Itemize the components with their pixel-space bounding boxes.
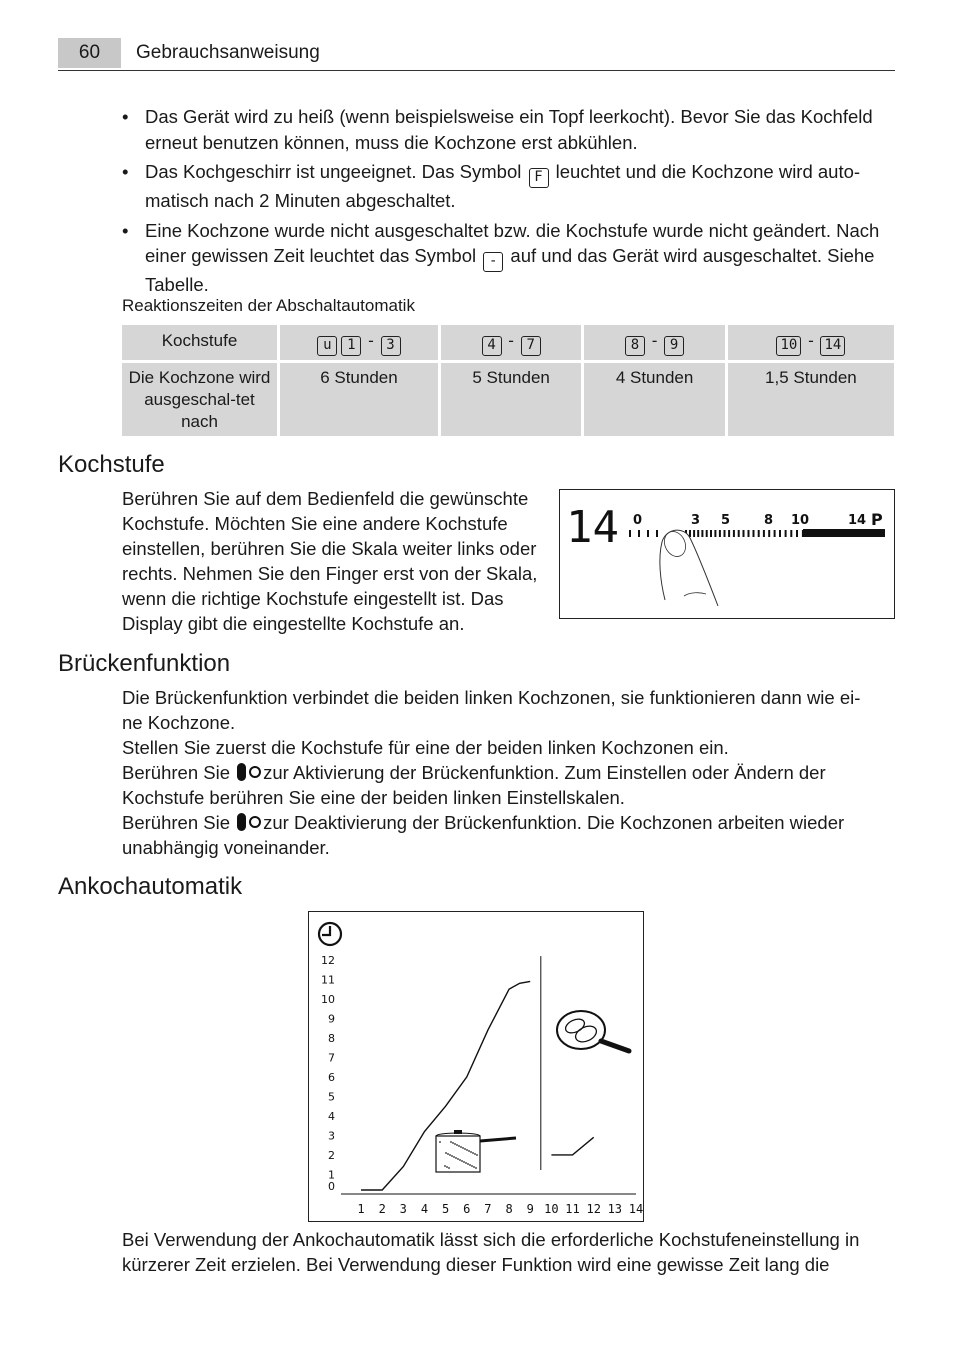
x-tick-label: 9 bbox=[526, 1202, 534, 1216]
scale-label: 10 bbox=[791, 513, 810, 528]
bubble bbox=[452, 1142, 454, 1144]
bullet-text: auf und das Gerät wird ausgeschaltet. Siehe Tabelle. bbox=[145, 245, 875, 295]
bubble bbox=[468, 1150, 470, 1152]
range-separator: - bbox=[508, 331, 514, 350]
ankoch-chart-figure bbox=[308, 911, 644, 1222]
bubble bbox=[439, 1141, 441, 1143]
kochstufe-text bbox=[122, 486, 552, 636]
bubble bbox=[449, 1154, 451, 1156]
section-heading-bruecke: Brückenfunktion bbox=[58, 650, 231, 677]
text-line: Display gibt die eingestellte Kochstufe an. bbox=[122, 613, 465, 634]
x-tick-label: 10 bbox=[544, 1202, 559, 1216]
bubble bbox=[445, 1152, 447, 1154]
table-cell: 1,5 Stunden bbox=[728, 360, 894, 436]
range-separator: - bbox=[368, 331, 374, 350]
dash-symbol-icon: - bbox=[483, 252, 503, 272]
y-tick-label: 1 bbox=[328, 1168, 335, 1182]
segment-digit: 1 bbox=[341, 336, 361, 356]
page-header-title: Gebrauchsanweisung bbox=[136, 42, 320, 63]
x-tick-label: 13 bbox=[607, 1202, 623, 1216]
y-tick-label: 6 bbox=[328, 1071, 335, 1084]
shutoff-table bbox=[119, 325, 897, 436]
list-item bbox=[122, 104, 894, 155]
bruecke-text bbox=[122, 685, 894, 860]
text-line: ne Kochzone. bbox=[122, 712, 236, 733]
text-line: Bei Verwendung der Ankochautomatik lässt sich die erforderliche Kochstufeneinstellung in bbox=[122, 1229, 860, 1250]
y-tick-label: 5 bbox=[328, 1090, 335, 1104]
bubble bbox=[462, 1147, 464, 1149]
bubble bbox=[475, 1167, 477, 1169]
text-span: zur Aktivierung der Brückenfunktion. Zum Einstellen oder Ändern der bbox=[263, 762, 826, 783]
range-separator: - bbox=[808, 331, 814, 350]
table-row bbox=[122, 325, 894, 360]
bubble bbox=[450, 1141, 452, 1143]
bubble bbox=[459, 1159, 461, 1161]
header-divider bbox=[58, 70, 895, 71]
table-cell: 5 Stunden bbox=[441, 360, 581, 436]
bubble bbox=[473, 1166, 475, 1168]
bullet-text: Das Kochgeschirr ist ungeeignet. Das Symbol bbox=[145, 161, 522, 182]
list-item bbox=[122, 218, 894, 298]
section-heading-kochstufe: Kochstufe bbox=[58, 451, 165, 478]
table-header-cell bbox=[584, 325, 724, 360]
text-line bbox=[122, 810, 894, 835]
bubble bbox=[460, 1146, 462, 1148]
scale-label: 3 bbox=[691, 513, 701, 528]
y-tick-label: 9 bbox=[328, 1012, 335, 1026]
bullet-text: Eine Kochzone wurde nicht ausgeschaltet bzw. die Kochstufe wurde nicht geändert. Nach einer gewissen Zeit leuchtet das Symbol bbox=[145, 219, 880, 266]
x-tick-label: 8 bbox=[505, 1202, 513, 1216]
y-tick-label: 10 bbox=[321, 993, 335, 1006]
bridge-icon bbox=[235, 812, 263, 832]
text-span: Berühren Sie bbox=[122, 812, 230, 833]
text-line: Kochstufe berühren Sie eine der beiden linken Einstellskalen. bbox=[122, 787, 625, 808]
table-row bbox=[122, 360, 894, 436]
bubble bbox=[458, 1145, 460, 1147]
segment-digit: 4 bbox=[482, 336, 502, 356]
bubble bbox=[455, 1157, 457, 1159]
slider-figure bbox=[559, 489, 895, 619]
x-tick-labels bbox=[357, 1202, 643, 1216]
table-cell: 6 Stunden bbox=[280, 360, 438, 436]
bubble bbox=[461, 1160, 463, 1162]
x-tick-label: 3 bbox=[399, 1202, 407, 1216]
x-tick-label: 6 bbox=[463, 1202, 471, 1216]
segment-digit: 8 bbox=[625, 336, 645, 356]
x-tick-label: 4 bbox=[420, 1202, 429, 1216]
x-tick-label: 2 bbox=[378, 1202, 386, 1216]
x-tick-label: 5 bbox=[441, 1202, 450, 1216]
y-tick-label: 3 bbox=[328, 1129, 335, 1143]
bubble bbox=[465, 1162, 467, 1164]
slider-illustration bbox=[560, 490, 894, 618]
text-line bbox=[122, 760, 894, 785]
bubble bbox=[469, 1164, 471, 1166]
scale-ticks bbox=[630, 530, 803, 537]
y-tick-label: 4 bbox=[328, 1110, 335, 1123]
y-tick-label: 2 bbox=[328, 1149, 335, 1162]
y-tick-label: 12 bbox=[321, 954, 335, 967]
table-header-cell bbox=[441, 325, 581, 360]
scale-label: P bbox=[871, 510, 883, 529]
table-row-label: Die Kochzone wird ausgeschal-tet nach bbox=[122, 360, 277, 436]
f-symbol-icon: F bbox=[529, 168, 549, 188]
bubble bbox=[463, 1161, 465, 1163]
text-span: zur Deaktivierung der Brückenfunktion. Die Kochzonen arbeiten wieder bbox=[263, 812, 845, 833]
scale-label: 14 bbox=[848, 513, 867, 528]
bubble bbox=[474, 1153, 476, 1155]
scale-label: 0 bbox=[633, 513, 643, 528]
table-header-cell bbox=[728, 325, 894, 360]
text-line: Die Brückenfunktion verbindet die beiden linken Kochzonen, sie funktionieren dann wie ei- bbox=[122, 687, 861, 708]
bubble bbox=[467, 1163, 469, 1165]
bubble bbox=[476, 1154, 478, 1156]
list-item bbox=[122, 159, 894, 214]
bubble bbox=[457, 1158, 459, 1160]
text-line: wenn die richtige Kochstufe eingestellt ist. Das bbox=[122, 588, 504, 609]
x-tick-label: 7 bbox=[484, 1202, 492, 1216]
range-separator: - bbox=[651, 331, 658, 350]
x-tick-label: 12 bbox=[586, 1202, 601, 1216]
bullet-list bbox=[122, 104, 894, 302]
text-line: kürzerer Zeit erzielen. Bei Verwendung dieser Funktion wird eine gewisse Zeit lang die bbox=[122, 1254, 830, 1275]
y-tick-label: 8 bbox=[328, 1032, 335, 1045]
chart-axes bbox=[341, 956, 636, 1194]
table-header-cell bbox=[280, 325, 438, 360]
bullet-text: leuchtet und die Kochzone wird auto-matisch nach 2 Minuten abgeschaltet. bbox=[145, 161, 861, 211]
segment-digit: 14 bbox=[820, 336, 845, 356]
bubble bbox=[451, 1155, 453, 1157]
scale-label: 5 bbox=[721, 513, 731, 528]
ankoch-text bbox=[122, 1227, 894, 1277]
series-line bbox=[551, 1137, 593, 1155]
bubble bbox=[446, 1166, 448, 1168]
page-number: 60 bbox=[58, 38, 121, 68]
display-value: 14 bbox=[566, 502, 619, 553]
segment-digit: 3 bbox=[381, 336, 401, 356]
section-heading-ankoch: Ankochautomatik bbox=[58, 873, 243, 900]
text-line: Berühren Sie auf dem Bedienfeld die gewünschte bbox=[122, 488, 529, 509]
text-line: rechts. Nehmen Sie den Finger erst von der Skala, bbox=[122, 563, 538, 584]
bubble bbox=[453, 1156, 455, 1158]
bubble bbox=[456, 1144, 458, 1146]
y-tick-label: 0 bbox=[328, 1180, 335, 1193]
segment-digit: 10 bbox=[776, 336, 801, 356]
y-tick-labels bbox=[321, 954, 335, 1193]
y-tick-label: 11 bbox=[321, 973, 335, 987]
segment-digit: 9 bbox=[664, 336, 684, 356]
text-span: Berühren Sie bbox=[122, 762, 230, 783]
ankoch-chart bbox=[309, 912, 643, 1221]
segment-digit: u bbox=[317, 336, 337, 356]
table-header-cell: Kochstufe bbox=[122, 325, 277, 360]
pot-icon bbox=[436, 1130, 516, 1172]
x-tick-label: 1 bbox=[357, 1202, 365, 1216]
bubble bbox=[466, 1149, 468, 1151]
bubble bbox=[472, 1152, 474, 1154]
magnifier-icon bbox=[557, 1011, 629, 1051]
segment-digit: 7 bbox=[521, 336, 541, 356]
text-line: Stellen Sie zuerst die Kochstufe für eine der beiden linken Kochzonen ein. bbox=[122, 737, 729, 758]
bubble bbox=[448, 1167, 450, 1169]
text-line: einstellen, berühren Sie die Skala weiter links oder bbox=[122, 538, 537, 559]
bubble bbox=[471, 1165, 473, 1167]
table-cell: 4 Stunden bbox=[584, 360, 724, 436]
bubble bbox=[447, 1153, 449, 1155]
x-tick-label: 14 bbox=[628, 1202, 643, 1216]
bullet-text: Das Gerät wird zu heiß (wenn beispielsweise ein Topf leerkocht). Bevor Sie das Kochfeld erneut benutzen können, muss die Kochzone erst abkühlen. bbox=[145, 106, 873, 153]
bubble bbox=[470, 1151, 472, 1153]
table-caption: Reaktionszeiten der Abschaltautomatik bbox=[122, 296, 415, 315]
text-line: Kochstufe. Möchten Sie eine andere Kochstufe bbox=[122, 513, 508, 534]
bridge-icon bbox=[235, 762, 263, 782]
bubble bbox=[464, 1148, 466, 1150]
finger-icon bbox=[660, 530, 718, 606]
scale-bar bbox=[803, 529, 885, 537]
bubble bbox=[454, 1143, 456, 1145]
text-line: unabhängig voneinander. bbox=[122, 837, 330, 858]
bubble bbox=[444, 1165, 446, 1167]
scale-label: 8 bbox=[764, 513, 774, 528]
x-tick-label: 11 bbox=[565, 1202, 580, 1216]
y-tick-label: 7 bbox=[328, 1051, 335, 1065]
clock-icon bbox=[319, 923, 341, 945]
